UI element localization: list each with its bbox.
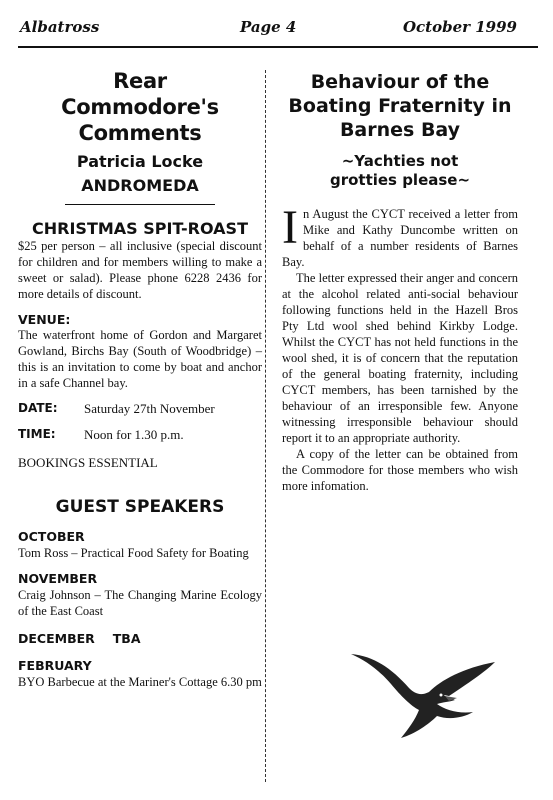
november-body: Craig Johnson – The Changing Marine Ecology of the East Coast xyxy=(18,588,262,618)
article-para-2: The letter expressed their anger and concern at the alcohol related anti-social behaviour following functions held in the Hazell Bros Pty Ltd wool shed behind Kirkby Lodge. Whilst the CYCT has not held functions in the wool shed, it is of concern that the reputation of the general boating fraternity, including CYCT members, has been tarnished by the behaviour of an irresponsible few. Anyone witnessing irresponsible behaviour should report it to an appropriate authority. xyxy=(282,271,518,445)
time-label: TIME: xyxy=(18,427,56,441)
header-rule xyxy=(18,46,538,48)
november-label: NOVEMBER xyxy=(18,571,98,586)
page-header xyxy=(0,0,553,46)
rear-commodore-title: Rear Commodore's Comments xyxy=(61,69,219,145)
left-column xyxy=(18,60,262,690)
author-name: Patricia Locke xyxy=(76,152,204,171)
spit-roast-heading: CHRISTMAS SPIT-ROAST xyxy=(32,219,248,238)
date-row xyxy=(18,401,262,417)
newsletter-name: Albatross xyxy=(20,18,100,36)
december-row xyxy=(18,631,262,646)
title-rule xyxy=(65,204,215,205)
article-body xyxy=(282,201,518,494)
february-body: BYO Barbecue at the Mariner's Cottage 6.30 pm xyxy=(18,675,262,689)
february-label: FEBRUARY xyxy=(18,658,92,673)
time-value: Noon for 1.30 p.m. xyxy=(84,427,184,442)
drop-cap: I xyxy=(282,201,298,254)
albatross-icon xyxy=(345,640,505,740)
december-value: TBA xyxy=(112,631,141,646)
article-para-1 xyxy=(282,201,518,270)
venue-body: The waterfront home of Gordon and Margaret Gowland, Birchs Bay (South of Woodbridge) – this is an invitation to come by boat and anchor in a safe Channel bay. xyxy=(18,328,262,390)
issue-date: October 1999 xyxy=(402,18,517,36)
page-number: Page 4 xyxy=(240,18,297,36)
article-para-1-text: n August the CYCT received a letter from Mike and Kathy Duncombe written on behalf of a number residents of Barnes Bay. xyxy=(282,207,518,269)
bookings-note: BOOKINGS ESSENTIAL xyxy=(18,455,158,470)
date-value: Saturday 27th November xyxy=(84,401,215,416)
guest-speakers-heading: GUEST SPEAKERS xyxy=(55,497,225,517)
venue-label: VENUE: xyxy=(18,312,71,327)
time-row xyxy=(18,427,262,443)
spit-roast-body: $25 per person – all inclusive (special discount for children and for members willing to make a sweet or salad). Please phone 6228 2436 for more details of discount. xyxy=(18,239,262,301)
right-column xyxy=(282,70,518,494)
article-para-3: A copy of the letter can be obtained from the Commodore for those members who wish more infomation. xyxy=(282,447,518,493)
column-divider xyxy=(265,70,266,782)
barnes-bay-title: Behaviour of the Boating Fraternity in Barnes Bay xyxy=(288,71,512,141)
barnes-bay-subtitle: ~Yachties not grotties please~ xyxy=(329,152,471,189)
october-body: Tom Ross – Practical Food Safety for Boating xyxy=(18,546,249,560)
date-label: DATE: xyxy=(18,401,58,415)
october-label: OCTOBER xyxy=(18,529,85,544)
december-label: DECEMBER xyxy=(18,631,95,646)
boat-name: ANDROMEDA xyxy=(81,176,199,195)
